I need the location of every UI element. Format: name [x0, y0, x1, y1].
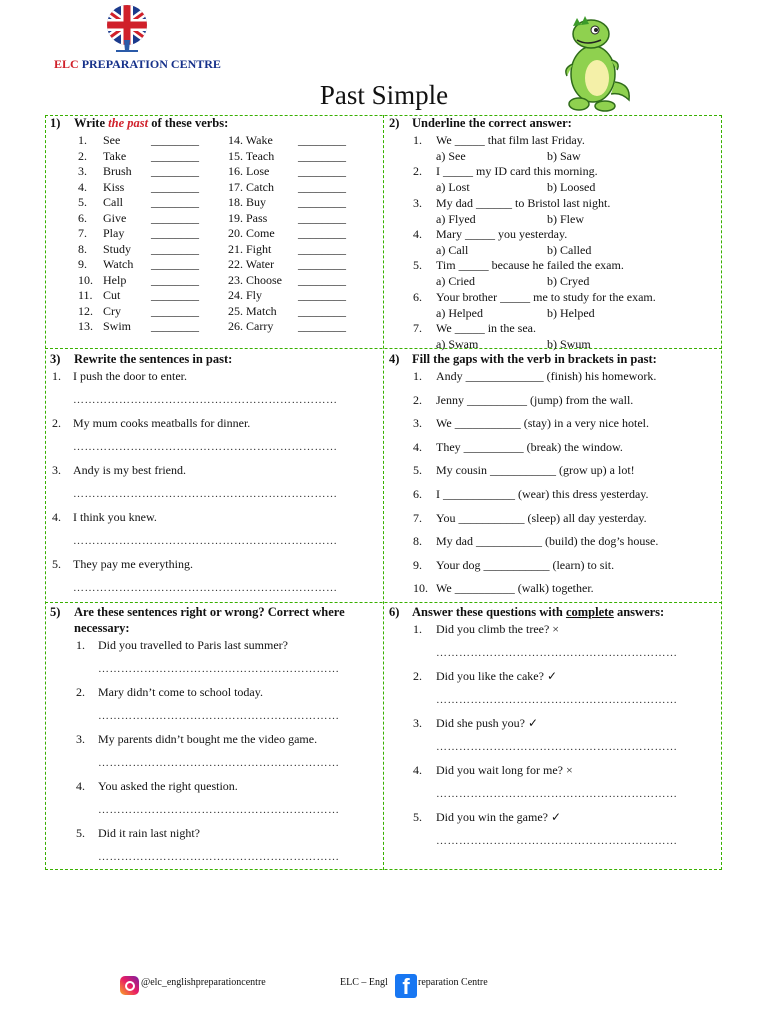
answer-option-b: b) Saw — [547, 149, 581, 163]
gap-number: 6. — [413, 487, 422, 501]
verb-item: 25. Match — [228, 303, 277, 318]
question-number: 2. — [413, 669, 422, 683]
verb-number: 12. — [78, 303, 93, 318]
question-text: We _____ that film last Friday. — [436, 133, 585, 147]
question-text: My dad ______ to Bristol last night. — [436, 195, 611, 210]
verb-blank: ________ — [298, 148, 346, 163]
verb-blank: ________ — [151, 288, 199, 302]
sentence-number: 3. — [52, 463, 61, 477]
verb-number: 7. — [78, 226, 87, 240]
question-number: 4. — [413, 226, 422, 241]
section-5-title-line-1: Are these sentences right or wrong? Correct where — [74, 605, 345, 619]
verb-item: Help — [103, 272, 127, 287]
sentence-text: My mum cooks meatballs for dinner. — [73, 416, 251, 430]
sentence-text: I push the door to enter. — [73, 369, 187, 383]
question-number: 3. — [413, 716, 422, 730]
verb-item: 18. Buy — [228, 195, 267, 209]
sentence-text: I think you knew. — [73, 510, 157, 524]
verb-item: Take — [103, 148, 127, 163]
footer-instagram-handle: @elc_englishpreparationcentre — [141, 977, 266, 988]
sentence-number: 1. — [52, 369, 61, 383]
question-number: 4. — [413, 763, 422, 777]
verb-blank: ________ — [151, 257, 199, 271]
question-text: Tim _____ because he failed the exam. — [436, 258, 624, 273]
gap-sentence: My cousin ___________ (grow up) a lot! — [436, 463, 635, 478]
sentence-number: 4. — [52, 510, 61, 524]
verb-blank: ________ — [298, 133, 346, 147]
answer-line: …………………………………………………………… — [73, 488, 338, 500]
gap-sentence: We ___________ (stay) in a very nice hotel. — [436, 416, 649, 431]
verb-blank: ________ — [298, 179, 346, 194]
verb-blank: ________ — [298, 241, 346, 256]
verb-number: 5. — [78, 195, 87, 209]
facebook-icon: f — [395, 974, 417, 998]
verb-item: Call — [103, 195, 123, 209]
correction-line: ……………………………………………………… — [98, 710, 340, 722]
verb-item: Swim — [103, 319, 132, 333]
verb-item: 20. Come — [228, 226, 275, 240]
sentence-text: Mary didn’t come to school today. — [98, 685, 263, 699]
verb-number: 1. — [78, 133, 87, 147]
answer-option-a: a) Call — [436, 242, 469, 257]
correction-line: ……………………………………………………… — [98, 757, 340, 769]
verb-blank: ________ — [151, 179, 199, 194]
verb-item: 21. Fight — [228, 241, 272, 256]
grid-divider-2 — [45, 602, 722, 603]
section-1-title: Write the past of these verbs: — [74, 116, 229, 130]
verb-blank: ________ — [298, 272, 346, 287]
verb-item: Watch — [103, 257, 134, 271]
question-number: 2. — [413, 164, 422, 179]
sentence-text: Andy is my best friend. — [73, 463, 186, 477]
sentence-number: 2. — [52, 416, 61, 430]
verb-blank: ________ — [151, 319, 199, 333]
verb-item: Cry — [103, 303, 121, 318]
footer-left-text: ELC – Engl — [340, 977, 388, 988]
verb-number: 9. — [78, 257, 87, 271]
sentence-text: Did you travelled to Paris last summer? — [98, 638, 288, 652]
verb-item: See — [103, 133, 121, 147]
section-5-number: 5) — [50, 605, 61, 619]
sentence-text: You asked the right question. — [98, 779, 238, 793]
gap-sentence: Jenny __________ (jump) from the wall. — [436, 392, 634, 407]
answer-option-b: b) Swum — [547, 336, 591, 351]
verb-item: 26. Carry — [228, 319, 274, 333]
verb-item: 17. Catch — [228, 179, 274, 194]
section-6-title: Answer these questions with complete answers: — [412, 605, 665, 619]
sentence-text: My parents didn’t bought me the video game. — [98, 732, 318, 746]
union-jack-tree-logo — [98, 4, 156, 52]
verb-number: 13. — [78, 319, 93, 333]
correction-line: ……………………………………………………… — [98, 663, 340, 675]
grid-divider-vertical — [383, 115, 384, 870]
sentence-text: They pay me everything. — [73, 557, 193, 571]
verb-blank: ________ — [151, 195, 199, 209]
sentence-number: 5. — [76, 826, 85, 840]
verb-blank: ________ — [151, 303, 199, 318]
question-number: 7. — [413, 320, 422, 335]
verb-blank: ________ — [298, 164, 346, 178]
gap-number: 10. — [413, 581, 428, 596]
question-text: Mary _____ you yesterday. — [436, 226, 568, 241]
verb-item: 19. Pass — [228, 210, 268, 225]
verb-item: 22. Water — [228, 257, 275, 271]
verb-blank: ________ — [151, 241, 199, 256]
question-text: We _____ in the sea. — [436, 320, 537, 335]
answer-option-a: a) Lost — [436, 180, 470, 195]
verb-blank: ________ — [298, 288, 346, 302]
verb-item: Cut — [103, 288, 121, 302]
section-2-number: 2) — [389, 116, 400, 130]
question-number: 3. — [413, 195, 422, 210]
brand-name: ELC PREPARATION CENTRE — [54, 57, 221, 71]
answer-option-b: b) Helped — [547, 305, 595, 320]
question-number: 1. — [413, 622, 422, 636]
gap-number: 5. — [413, 463, 422, 478]
answer-line: ……………………………………………………… — [436, 741, 678, 753]
section-4-number: 4) — [389, 352, 400, 366]
verb-blank: ________ — [298, 195, 346, 209]
answer-line: …………………………………………………………… — [73, 441, 338, 453]
gap-number: 4. — [413, 439, 422, 454]
section-3-title: Rewrite the sentences in past: — [74, 352, 233, 366]
sentence-number: 4. — [76, 779, 85, 793]
sentence-text: Did it rain last night? — [98, 826, 200, 840]
question-number: 5. — [413, 810, 422, 824]
verb-item: Study — [103, 241, 132, 256]
gap-number: 9. — [413, 557, 422, 572]
gap-number: 8. — [413, 534, 422, 549]
answer-line: ……………………………………………………… — [436, 788, 678, 800]
verb-blank: ________ — [298, 226, 346, 240]
section-4-title: Fill the gaps with the verb in brackets in past: — [412, 352, 657, 366]
verb-blank: ________ — [151, 272, 199, 287]
section-5-title-line-2: necessary: — [74, 621, 130, 635]
verb-number: 11. — [78, 288, 93, 302]
page-title: Past Simple — [319, 80, 449, 110]
verb-item: 24. Fly — [228, 288, 263, 302]
gap-number: 1. — [413, 369, 422, 383]
answer-line: ……………………………………………………… — [436, 835, 678, 847]
sentence-number: 2. — [76, 685, 85, 699]
correction-line: ……………………………………………………… — [98, 851, 340, 863]
answer-option-a: a) Helped — [436, 305, 483, 320]
question-number: 1. — [413, 133, 422, 147]
answer-line: …………………………………………………………… — [73, 582, 338, 594]
verb-blank: ________ — [151, 148, 199, 163]
gap-number: 3. — [413, 416, 422, 431]
verb-blank: ________ — [151, 226, 199, 240]
verb-item: Play — [103, 226, 125, 240]
answer-option-a: a) See — [436, 149, 466, 163]
question-text: I _____ my ID card this morning. — [436, 164, 598, 179]
answer-line: …………………………………………………………… — [73, 394, 338, 406]
verb-number: 3. — [78, 164, 87, 178]
question-number: 6. — [413, 289, 422, 304]
answer-option-b: b) Loosed — [547, 180, 596, 195]
verb-number: 8. — [78, 241, 87, 256]
verb-item: 14. Wake — [228, 133, 273, 147]
sentence-number: 1. — [76, 638, 85, 652]
instagram-icon — [120, 976, 139, 995]
correction-line: ……………………………………………………… — [98, 804, 340, 816]
section-1-number: 1) — [50, 116, 61, 130]
verb-blank: ________ — [298, 303, 346, 318]
answer-line: ……………………………………………………… — [436, 694, 678, 706]
grid-divider-1 — [45, 348, 722, 349]
gap-sentence: You ___________ (sleep) all day yesterday. — [436, 510, 647, 525]
verb-blank: ________ — [298, 210, 346, 225]
gap-number: 2. — [413, 392, 422, 407]
answer-option-b: b) Cryed — [547, 274, 590, 289]
answer-option-b: b) Called — [547, 242, 592, 257]
gap-sentence: I ____________ (wear) this dress yesterday. — [436, 487, 649, 501]
gap-sentence: Andy _____________ (finish) his homework. — [436, 369, 657, 383]
verb-number: 10. — [78, 272, 93, 287]
verb-blank: ________ — [151, 133, 199, 147]
verb-number: 6. — [78, 210, 87, 225]
answer-line: ……………………………………………………… — [436, 647, 678, 659]
verb-item: 23. Choose — [228, 272, 282, 287]
verb-blank: ________ — [298, 257, 346, 271]
question-text: Your brother _____ me to study for the exam. — [436, 289, 656, 304]
question-text: Did you like the cake? ✓ — [436, 669, 558, 683]
gap-sentence: Your dog ___________ (learn) to sit. — [436, 557, 615, 572]
section-3-number: 3) — [50, 352, 61, 366]
verb-item: Kiss — [103, 179, 125, 194]
verb-item: 15. Teach — [228, 148, 275, 163]
section-6-number: 6) — [389, 605, 400, 619]
sentence-number: 3. — [76, 732, 85, 746]
verb-blank: ________ — [151, 210, 199, 225]
gap-sentence: My dad ___________ (build) the dog’s house. — [436, 534, 659, 549]
gap-sentence: They __________ (break) the window. — [436, 439, 623, 454]
answer-line: …………………………………………………………… — [73, 535, 338, 547]
verb-item: Brush — [103, 164, 132, 178]
answer-option-a: a) Flyed — [436, 211, 476, 226]
gap-number: 7. — [413, 510, 422, 525]
verb-blank: ________ — [151, 164, 199, 178]
footer-right-text: reparation Centre — [418, 977, 488, 988]
verb-item: Give — [103, 210, 127, 225]
verb-number: 4. — [78, 179, 87, 194]
answer-option-b: b) Flew — [547, 211, 584, 226]
gap-sentence: We __________ (walk) together. — [436, 581, 594, 596]
answer-option-a: a) Cried — [436, 274, 475, 289]
section-2-title: Underline the correct answer: — [412, 116, 572, 130]
question-text: Did you climb the tree? × — [436, 622, 560, 636]
verb-blank: ________ — [298, 319, 346, 333]
answer-option-a: a) Swam — [436, 336, 479, 351]
verb-number: 2. — [78, 148, 87, 163]
question-text: Did you wait long for me? × — [436, 763, 573, 777]
question-text: Did you win the game? ✓ — [436, 810, 562, 824]
question-number: 5. — [413, 258, 422, 273]
question-text: Did she push you? ✓ — [436, 716, 539, 730]
sentence-number: 5. — [52, 557, 61, 571]
verb-item: 16. Lose — [228, 164, 270, 178]
